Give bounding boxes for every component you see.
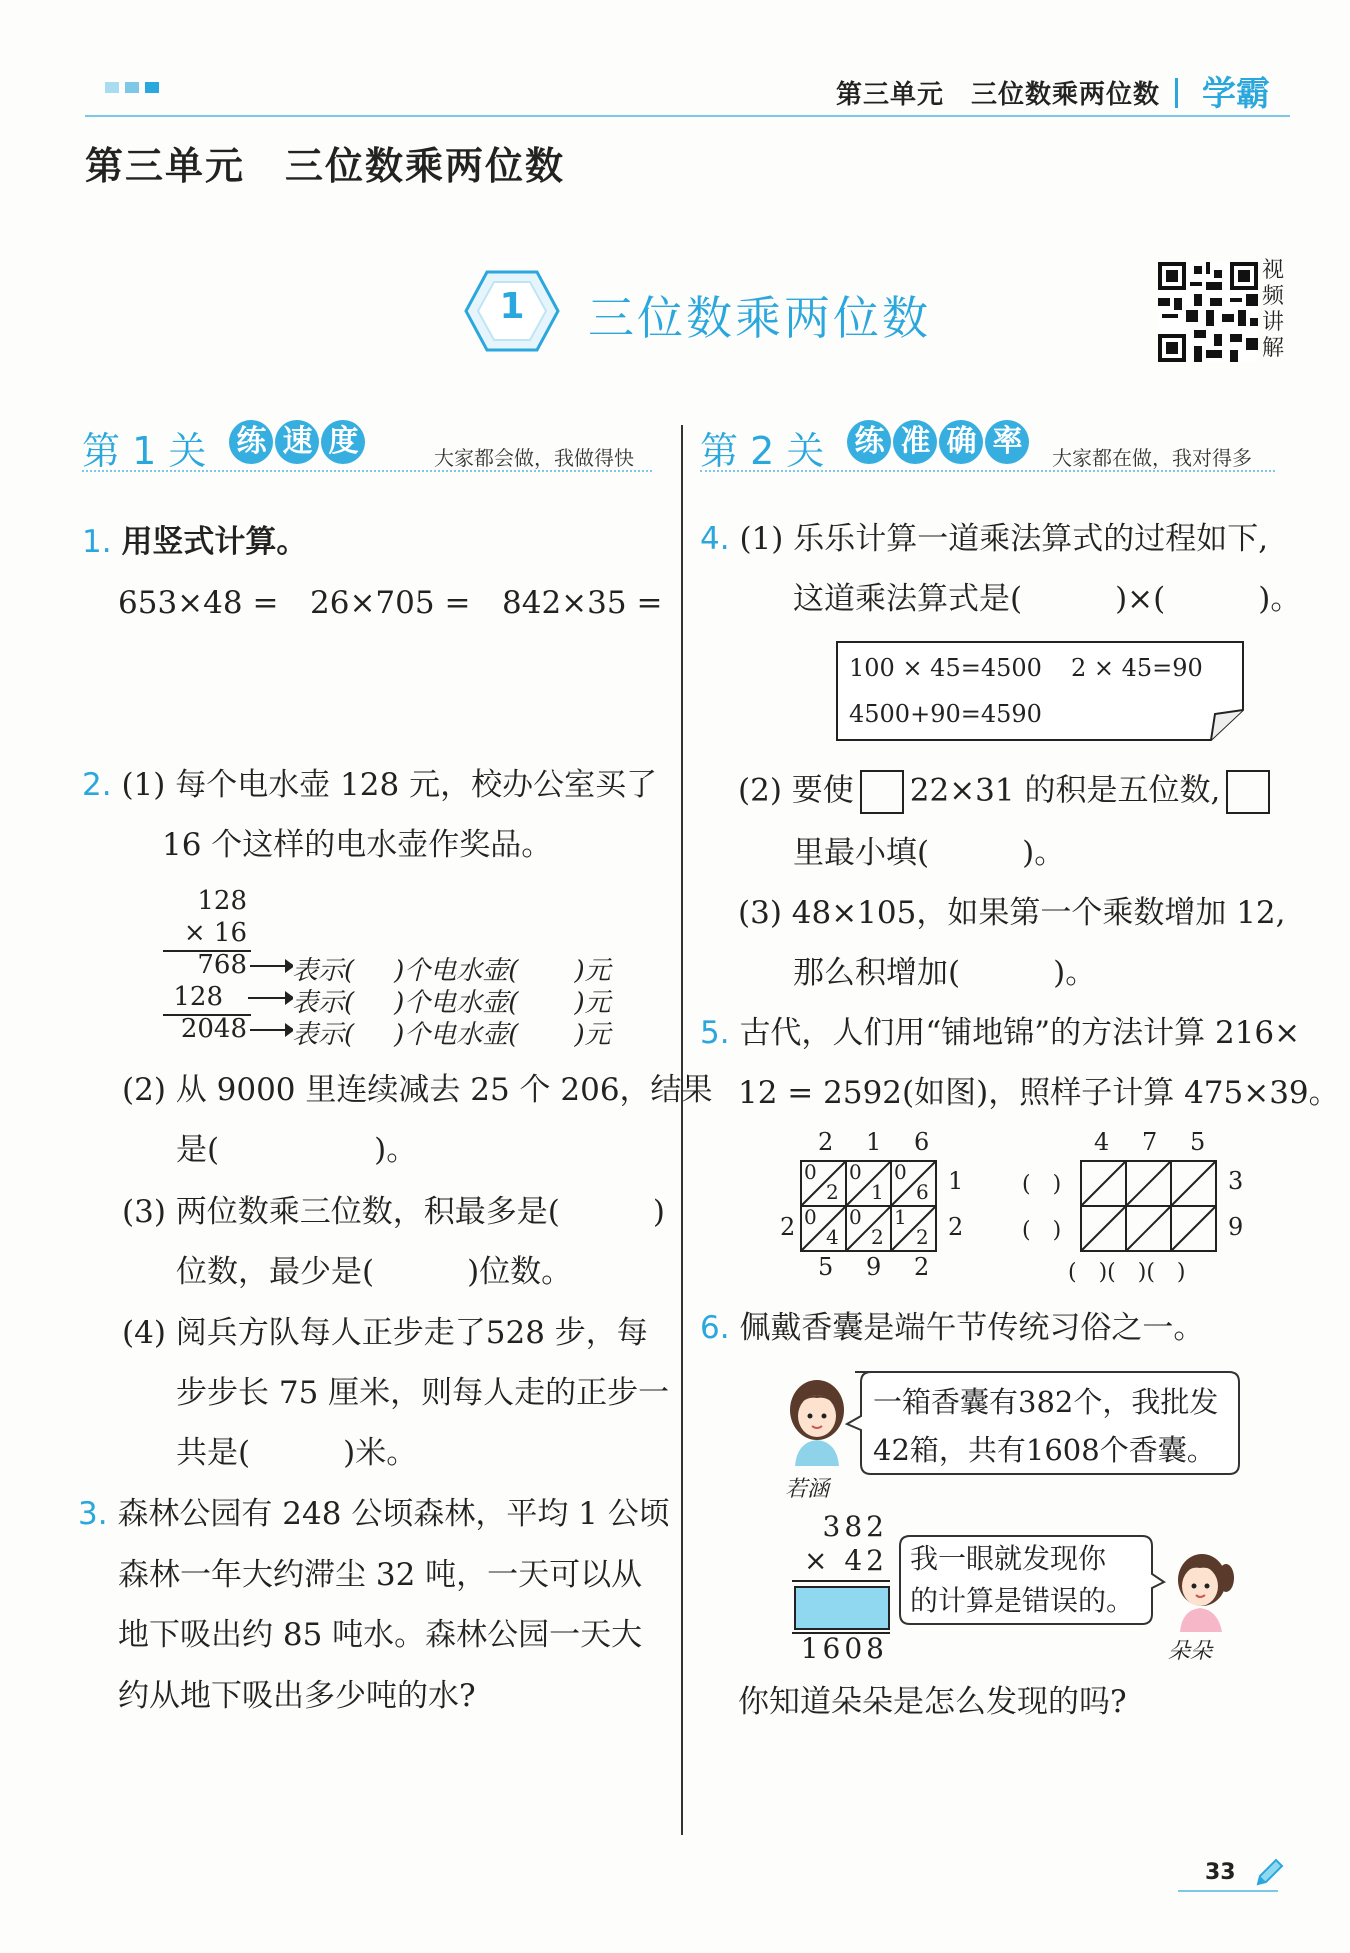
level2-badge: 准 xyxy=(893,420,937,464)
q4-card-c: 4500+90=4590 xyxy=(849,700,1042,728)
brand-logo: 学霸 xyxy=(1202,74,1270,114)
q3-line1 xyxy=(78,1494,670,1534)
q5-line1 xyxy=(700,1013,1300,1053)
q4-card-a: 100 × 45=4500 xyxy=(849,654,1042,682)
q2-p4-line3: 共是( )米。 xyxy=(176,1435,418,1471)
grid1-right: 2 xyxy=(948,1213,964,1241)
page-header xyxy=(85,60,1290,117)
grid1-left: 2 xyxy=(780,1213,796,1241)
q3-text: 森林公园有 248 公顷森林，平均 1 公顷 xyxy=(117,1496,670,1532)
q3-line2: 森林一年大约滞尘 32 吨，一天可以从 xyxy=(118,1557,643,1593)
q2-calc-mul: × 16 xyxy=(183,918,247,948)
bubble2-text: 我一眼就发现你 的计算是错误的。 xyxy=(910,1542,1135,1617)
page-number-underline xyxy=(1178,1890,1278,1892)
q4-card-b: 2 × 45=90 xyxy=(1071,654,1203,682)
level2-header xyxy=(700,420,1275,472)
q3-number: 3. xyxy=(78,1496,108,1532)
name-duoduo: 朵朵 xyxy=(1168,1639,1213,1664)
q1-item: 26×705 = xyxy=(310,585,471,621)
q2-p3-line2: 位数，最少是( )位数。 xyxy=(176,1254,573,1290)
grid2-right: 9 xyxy=(1228,1213,1244,1241)
q2-p1-line1 xyxy=(82,765,657,805)
level1-slogan: 大家都会做，我做得快 xyxy=(434,446,634,470)
q3-line4: 约从地下吸出多少吨的水? xyxy=(118,1678,476,1714)
q6-calc-top: 382 xyxy=(822,1510,888,1543)
q2-note-1: 表示( )个电水壶( )元 xyxy=(292,956,611,986)
qr-code-icon[interactable] xyxy=(1158,262,1258,362)
q6-number: 6. xyxy=(700,1310,730,1346)
level2-slogan: 大家都在做，我对得多 xyxy=(1052,446,1252,470)
q2-p2-line1: (2) 从 9000 里连续减去 25 个 206，结果 xyxy=(122,1072,713,1108)
q2-calc-r1: 768 xyxy=(197,950,247,980)
q4-p1-line1 xyxy=(700,519,1268,559)
header-unit-text: 第三单元 三位数乘两位数 xyxy=(835,80,1160,110)
q1-instruction: 用竖式计算。 xyxy=(121,524,308,560)
header-square xyxy=(145,82,159,93)
q6-question: 你知道朵朵是怎么发现的吗? xyxy=(738,1684,1127,1720)
grid1-right: 1 xyxy=(948,1167,964,1195)
q2-calc-top: 128 xyxy=(197,886,247,916)
unit-title: 第三单元 三位数乘两位数 xyxy=(85,144,566,188)
q4-p2-text-a: (2) 要使 xyxy=(738,772,854,809)
q6-calc-mul: × 42 xyxy=(804,1544,888,1577)
level1-header xyxy=(82,420,652,472)
girl-duoduo-avatar-icon xyxy=(1168,1548,1238,1632)
grid2-right: 3 xyxy=(1228,1167,1244,1195)
grid2-lattice[interactable] xyxy=(1080,1160,1218,1252)
header-separator xyxy=(1175,78,1178,108)
q2-p1-text: (1) 每个电水壶 128 元，校办公室买了 xyxy=(121,767,658,803)
q1-item: 653×48 = xyxy=(118,585,279,621)
q6-calc-result: 1608 xyxy=(800,1632,888,1665)
q1-item: 842×35 = xyxy=(502,585,663,621)
q3-line3: 地下吸出约 85 吨水。森林公园一天大 xyxy=(118,1617,643,1653)
q2-calc-r2: 128 xyxy=(173,982,223,1012)
lesson-number: 1 xyxy=(499,286,525,327)
level1-badge: 速 xyxy=(275,420,319,464)
level2-badges xyxy=(847,420,1031,464)
q6-calc-line xyxy=(792,1580,890,1582)
level1-badge: 度 xyxy=(321,420,365,464)
q2-calc-r3: 2048 xyxy=(180,1014,247,1044)
level2-badge: 练 xyxy=(847,420,891,464)
answer-box[interactable] xyxy=(1226,770,1270,814)
q6-line1 xyxy=(700,1308,1204,1348)
level1-badges xyxy=(229,420,367,464)
q5-text: 古代，人们用“铺地锦”的方法计算 216× xyxy=(739,1015,1301,1051)
column-divider xyxy=(681,425,683,1835)
arrow-icons xyxy=(248,955,293,1055)
q2-note-3: 表示( )个电水壶( )元 xyxy=(292,1020,611,1050)
pencil-icon xyxy=(1252,1856,1286,1890)
q2-p2-line2: 是( )。 xyxy=(176,1132,418,1168)
q4-p1-text: (1) 乐乐计算一道乘法算式的过程如下, xyxy=(739,521,1269,557)
q6-hidden-partial-box xyxy=(794,1586,890,1630)
level2-badge: 确 xyxy=(939,420,983,464)
q2-p3-line1: (3) 两位数乘三位数，积最多是( ) xyxy=(122,1194,665,1230)
q4-p1-line2: 这道乘法算式是( )×( )。 xyxy=(793,581,1302,617)
header-square xyxy=(125,82,139,93)
level1-badge: 练 xyxy=(229,420,273,464)
q4-number: 4. xyxy=(700,521,730,557)
level1-name: 第 1 关 xyxy=(82,429,207,473)
header-square xyxy=(105,82,119,93)
level2-name: 第 2 关 xyxy=(700,429,825,473)
q4-p2-text-b: 22×31 的积是五位数, xyxy=(909,772,1221,809)
grid2-bottom-blanks[interactable]: ( )( )( ) xyxy=(1068,1260,1186,1285)
q4-p2-line1 xyxy=(738,770,1276,814)
q2-number: 2. xyxy=(82,767,112,803)
name-ruohan: 若涵 xyxy=(785,1477,830,1502)
q1-number: 1. xyxy=(82,524,112,560)
q6-text: 佩戴香囊是端午节传统习俗之一。 xyxy=(739,1310,1205,1346)
q5-number: 5. xyxy=(700,1015,730,1051)
q1-title xyxy=(82,522,307,562)
grid2-left-blank[interactable]: ( ) xyxy=(1022,1218,1062,1243)
bubble1-text: 一箱香囊有382个，我批发 42箱，共有1608个香囊。 xyxy=(873,1385,1219,1467)
q5-line2: 12 = 2592(如图)，照样子计算 475×39。 xyxy=(738,1075,1340,1111)
q2-p4-line2: 步步长 75 厘米，则每人走的正步一 xyxy=(176,1375,670,1411)
page-number: 33 xyxy=(1205,1860,1236,1885)
q2-p4-line1: (4) 阅兵方队每人正步走了528 步，每 xyxy=(122,1315,648,1351)
q4-p3-line2: 那么积增加( )。 xyxy=(793,955,1097,991)
answer-box[interactable] xyxy=(860,770,904,814)
grid2-left-blank[interactable]: ( ) xyxy=(1022,1172,1062,1197)
grid1-cells: 0 2 0 1 0 6 0 4 0 2 1 2 xyxy=(804,1160,929,1249)
qr-label: 视频讲解 xyxy=(1262,258,1285,361)
q4-p3-line1: (3) 48×105，如果第一个乘数增加 12, xyxy=(738,895,1286,931)
level2-badge: 率 xyxy=(985,420,1029,464)
q2-note-2: 表示( )个电水壶( )元 xyxy=(292,988,611,1018)
q4-p2-line2: 里最小填( )。 xyxy=(793,835,1066,871)
q2-p1-line2: 16 个这样的电水壶作奖品。 xyxy=(162,827,553,863)
lesson-title: 三位数乘两位数 xyxy=(588,291,931,345)
